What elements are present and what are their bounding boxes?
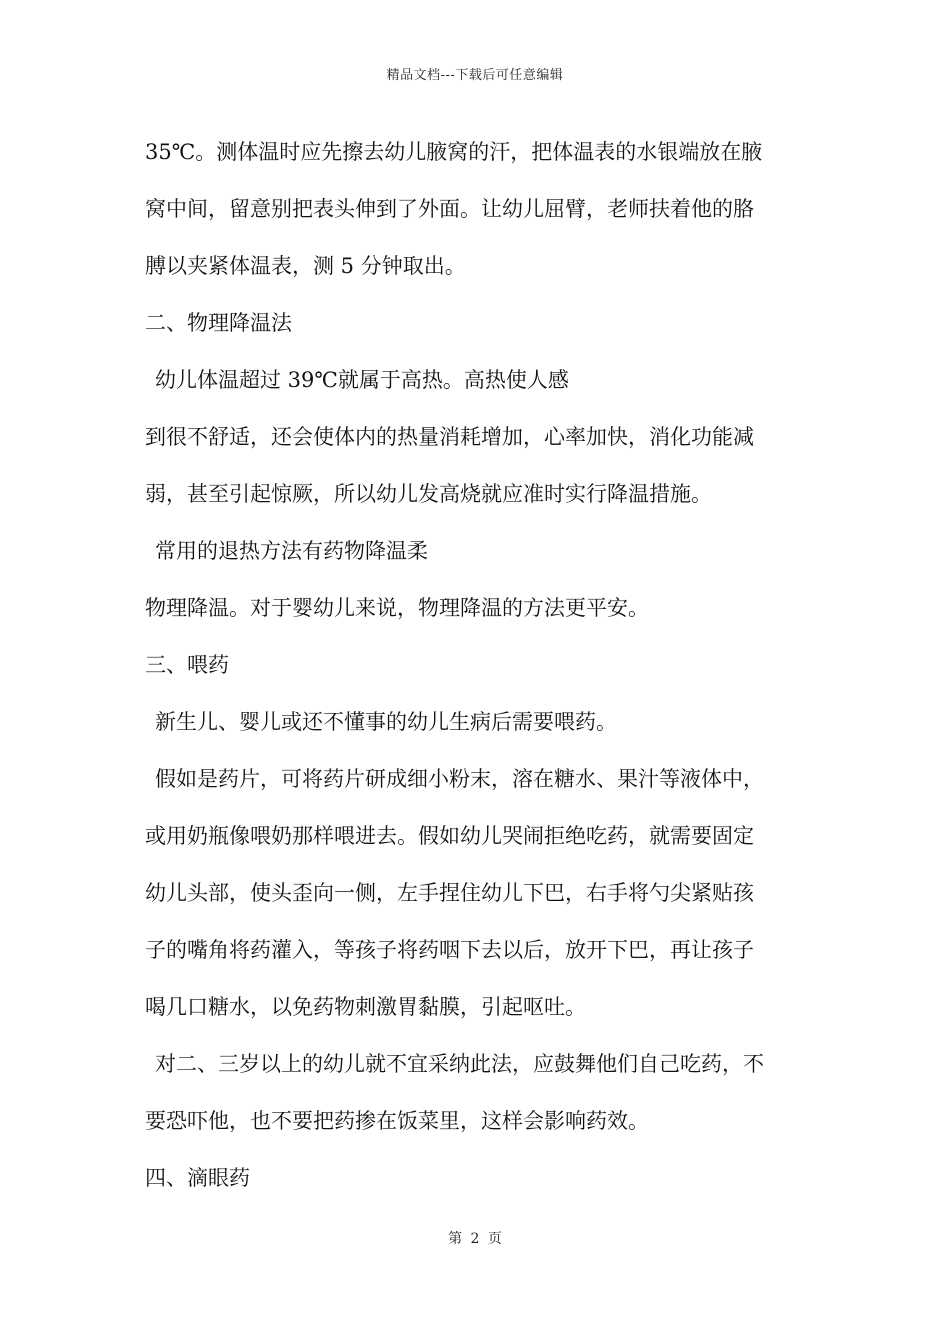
text-line: 幼儿头部，使头歪向一侧，左手捏住幼儿下巴，右手将勺尖紧贴孩 [145,881,754,905]
text-line: 要恐吓他，也不要把药掺在饭菜里，这样会影响药效。 [145,1109,649,1133]
text-line: 三、喂药 [145,653,229,677]
text-line: 物理降温。对于婴幼儿来说，物理降温的方法更平安。 [145,596,649,620]
text-line: 或用奶瓶像喂奶那样喂进去。假如幼儿哭闹拒绝吃药，就需要固定 [145,824,754,848]
text-line: 窝中间，留意别把表头伸到了外面。让幼儿屈臂，老师扶着他的胳 [145,197,754,221]
page-number: 2 [470,1231,480,1247]
text-line: 新生儿、婴儿或还不懂事的幼儿生病后需要喂药。 [155,710,617,734]
text-line: 二、物理降温法 [145,311,292,335]
text-line: 常用的退热方法有药物降温柔 [155,539,428,563]
text-line: 子的嘴角将药灌入，等孩子将药咽下去以后，放开下巴，再让孩子 [145,938,754,962]
text-line: 膊以夹紧体温表，测 5 分钟取出。 [145,254,466,278]
text-line: 对二、三岁以上的幼儿就不宜采纳此法，应鼓舞他们自己吃药，不 [155,1052,764,1076]
page-header: 精品文档---下载后可任意编辑 [386,68,564,83]
text-line: 弱，甚至引起惊厥，所以幼儿发高烧就应准时实行降温措施。 [145,482,712,506]
page-number-prefix: 第 [448,1231,463,1247]
text-line: 到很不舒适，还会使体内的热量消耗增加，心率加快，消化功能减 [145,425,754,449]
document-body [145,136,810,1219]
text-line: 四、滴眼药 [145,1166,250,1190]
text-line: 幼儿体温超过 39℃就属于高热。高热使人感 [155,368,569,392]
page-number-suffix: 页 [487,1231,502,1247]
text-line: 假如是药片，可将药片研成细小粉末，溶在糖水、果汁等液体中， [155,767,764,791]
text-line: 35℃。测体温时应先擦去幼儿腋窝的汗，把体温表的水银端放在腋 [145,140,763,164]
page-footer [0,1228,950,1248]
text-line: 喝几口糖水，以免药物刺激胃黏膜，引起呕吐。 [145,995,586,1019]
